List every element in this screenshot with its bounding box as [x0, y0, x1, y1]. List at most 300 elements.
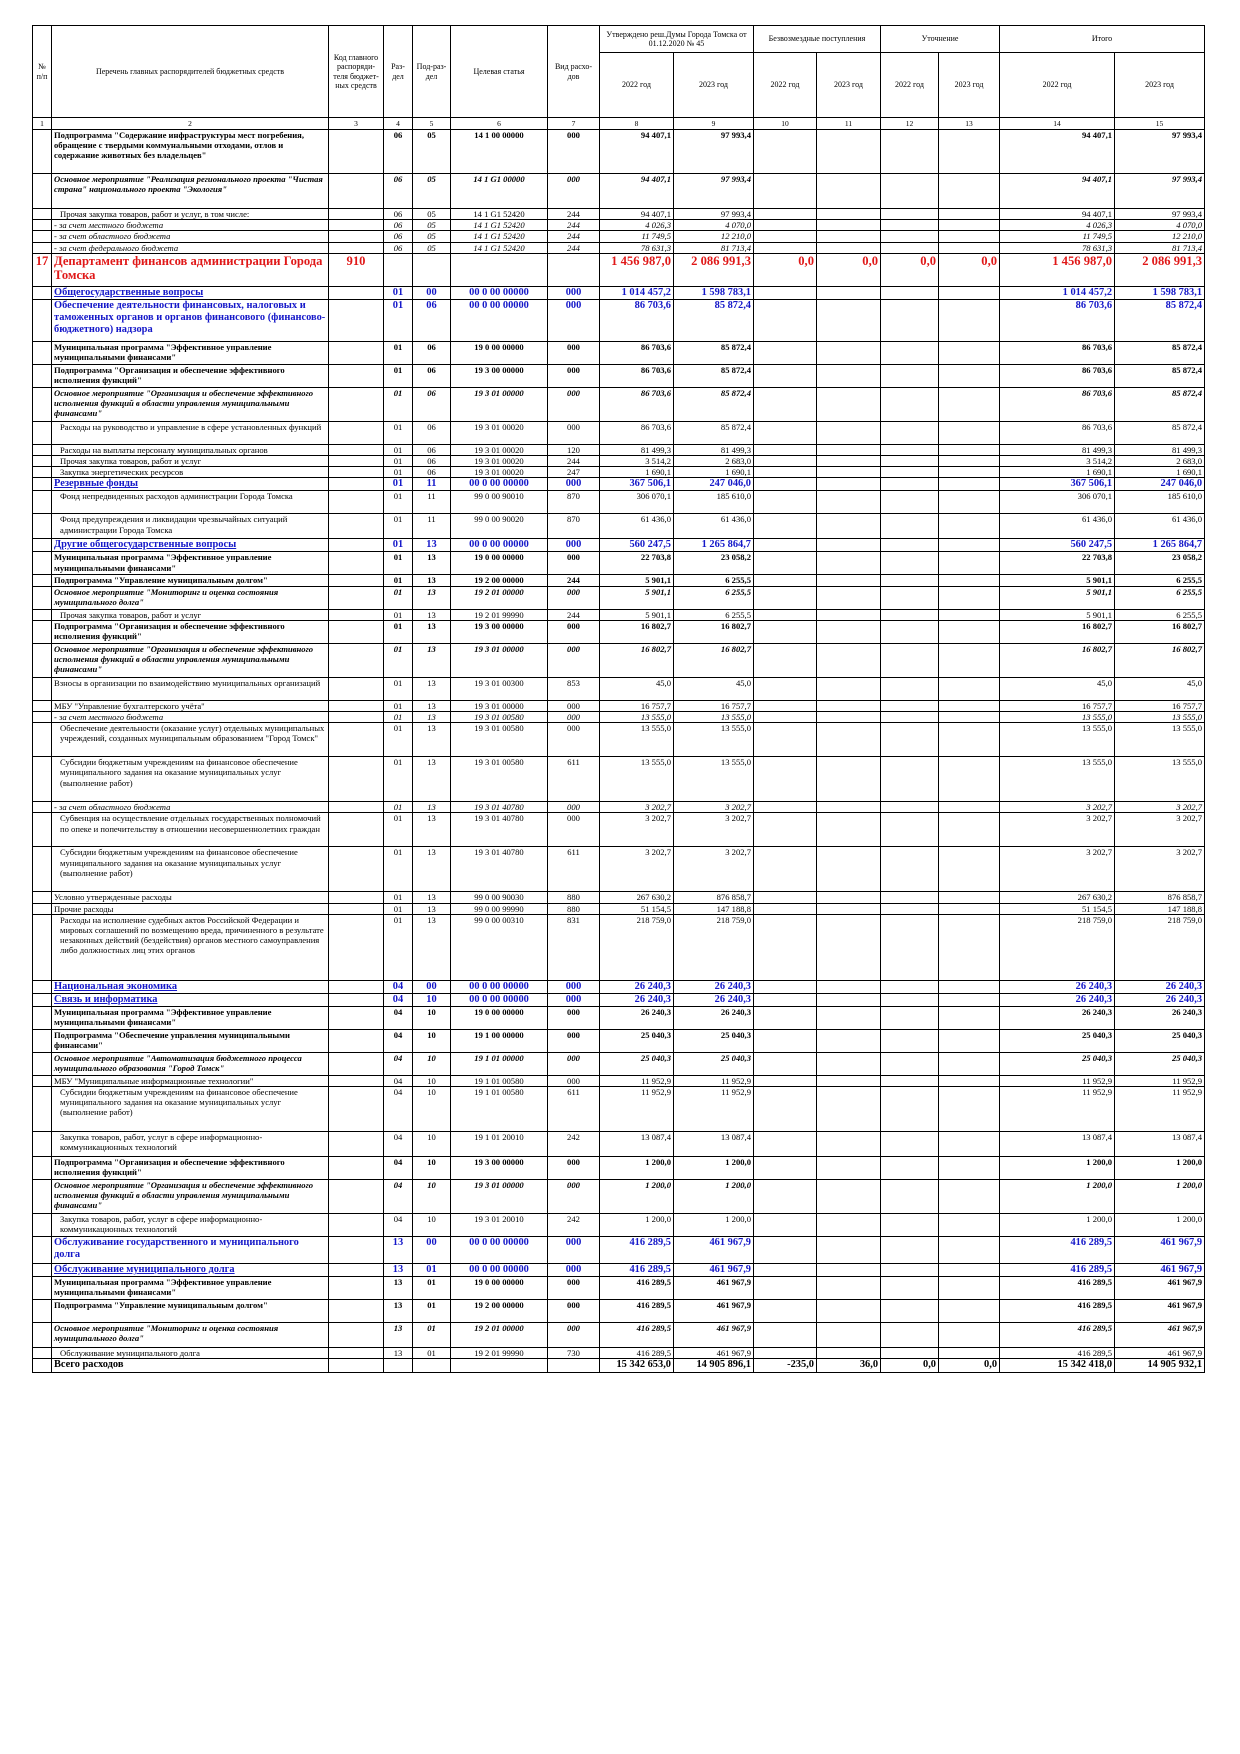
column-index: 14 — [1000, 118, 1115, 130]
row-total-2023: 85 872,4 — [1115, 387, 1205, 421]
row-free-2022 — [754, 847, 817, 892]
row-name: Расходы на исполнение судебных актов Российской Федерации и мировых соглашений по возмещению вреда, причиненного в результате незаконных действий (бездействия) органов местного самоуправления либо должностных лиц этих органов — [52, 914, 329, 980]
row-clarify-2022 — [881, 220, 939, 231]
row-podrazdel: 06 — [413, 341, 451, 364]
row-approved-2022: 267 630,2 — [600, 892, 674, 903]
row-free-2022 — [754, 242, 817, 253]
row-total-2023: 26 240,3 — [1115, 993, 1205, 1006]
row-vid: 242 — [548, 1132, 600, 1157]
row-clarify-2022: 0,0 — [881, 1359, 939, 1373]
row-total-2023: 1 690,1 — [1115, 467, 1205, 478]
row-approved-2023: 81 713,4 — [674, 242, 754, 253]
row-clarify-2023 — [939, 231, 1000, 242]
table-row — [33, 712, 1205, 723]
row-free-2022 — [754, 586, 817, 609]
row-total-2022: 3 202,7 — [1000, 813, 1115, 847]
row-vid — [548, 253, 600, 286]
row-razdel: 01 — [384, 364, 413, 387]
row-target: 14 1 G1 52420 — [451, 220, 548, 231]
row-code — [329, 491, 384, 514]
row-code — [329, 993, 384, 1006]
row-clarify-2023 — [939, 802, 1000, 813]
row-clarify-2023 — [939, 1180, 1000, 1214]
row-code — [329, 174, 384, 209]
row-free-2022 — [754, 700, 817, 711]
row-name: Подпрограмма "Организация и обеспечение эффективного исполнения функций" — [52, 620, 329, 643]
row-vid: 000 — [548, 421, 600, 444]
row-free-2022 — [754, 220, 817, 231]
column-index: 1 — [33, 118, 52, 130]
row-num — [33, 757, 52, 802]
row-podrazdel: 05 — [413, 242, 451, 253]
row-free-2022 — [754, 643, 817, 677]
row-clarify-2022 — [881, 539, 939, 552]
row-name: Закупка товаров, работ, услуг в сфере информационно-коммуникационных технологий — [52, 1214, 329, 1237]
row-clarify-2022 — [881, 903, 939, 914]
row-vid: 000 — [548, 723, 600, 757]
row-name: Муниципальная программа "Эффективное управление муниципальными финансами" — [52, 1006, 329, 1029]
row-podrazdel: 05 — [413, 209, 451, 220]
row-podrazdel: 10 — [413, 1075, 451, 1086]
header-year: 2022 год — [600, 53, 674, 118]
row-vid: 730 — [548, 1348, 600, 1359]
row-name: - за счет областного бюджета — [52, 231, 329, 242]
row-target: 14 1 G1 52420 — [451, 231, 548, 242]
table-row — [33, 757, 1205, 802]
row-name: Прочая закупка товаров, работ и услуг, в том числе: — [52, 209, 329, 220]
row-name: Национальная экономика — [52, 980, 329, 993]
row-approved-2023: 85 872,4 — [674, 421, 754, 444]
row-podrazdel: 13 — [413, 712, 451, 723]
row-vid — [548, 1359, 600, 1373]
row-clarify-2023 — [939, 980, 1000, 993]
table-row — [33, 444, 1205, 455]
row-podrazdel: 06 — [413, 387, 451, 421]
row-approved-2023: 13 555,0 — [674, 712, 754, 723]
row-target — [451, 253, 548, 286]
row-approved-2022: 94 407,1 — [600, 209, 674, 220]
row-total-2022: 86 703,6 — [1000, 364, 1115, 387]
row-podrazdel: 13 — [413, 552, 451, 575]
row-approved-2022: 78 631,3 — [600, 242, 674, 253]
table-row — [33, 847, 1205, 892]
row-total-2022: 94 407,1 — [1000, 174, 1115, 209]
row-podrazdel: 13 — [413, 677, 451, 700]
row-vid: 611 — [548, 847, 600, 892]
row-name: Субсидии бюджетным учреждениям на финансовое обеспечение муниципального задания на оказание муниципальных услуг (выполнение работ) — [52, 1087, 329, 1132]
row-razdel: 01 — [384, 643, 413, 677]
row-clarify-2023 — [939, 712, 1000, 723]
row-total-2022: 306 070,1 — [1000, 491, 1115, 514]
row-razdel: 01 — [384, 677, 413, 700]
row-clarify-2023 — [939, 847, 1000, 892]
table-row — [33, 514, 1205, 539]
row-num — [33, 209, 52, 220]
row-target: 19 3 01 00020 — [451, 421, 548, 444]
row-code — [329, 712, 384, 723]
row-name: Расходы на руководство и управление в сфере установленных функций — [52, 421, 329, 444]
row-code — [329, 1075, 384, 1086]
row-num — [33, 723, 52, 757]
header-year: 2023 год — [674, 53, 754, 118]
row-razdel: 01 — [384, 575, 413, 586]
row-target: 00 0 00 00000 — [451, 993, 548, 1006]
row-approved-2022: 218 759,0 — [600, 914, 674, 980]
row-vid: 853 — [548, 677, 600, 700]
row-total-2022: 86 703,6 — [1000, 299, 1115, 341]
row-name: Основное мероприятие "Автоматизация бюджетного процесса муниципального образования "Город Томск" — [52, 1052, 329, 1075]
row-target: 19 2 00 00000 — [451, 575, 548, 586]
table-row — [33, 575, 1205, 586]
row-target: 14 1 G1 52420 — [451, 242, 548, 253]
row-free-2023 — [817, 286, 881, 299]
row-free-2023 — [817, 130, 881, 174]
row-free-2023 — [817, 514, 881, 539]
row-vid: 244 — [548, 209, 600, 220]
row-free-2022 — [754, 1323, 817, 1348]
row-free-2023 — [817, 209, 881, 220]
row-code — [329, 575, 384, 586]
row-approved-2023: 97 993,4 — [674, 130, 754, 174]
row-name: Муниципальная программа "Эффективное управление муниципальными финансами" — [52, 1277, 329, 1300]
row-razdel: 01 — [384, 467, 413, 478]
row-total-2022: 4 026,3 — [1000, 220, 1115, 231]
row-total-2022: 3 514,2 — [1000, 456, 1115, 467]
row-code — [329, 444, 384, 455]
row-clarify-2023 — [939, 1087, 1000, 1132]
row-code — [329, 299, 384, 341]
row-num — [33, 364, 52, 387]
row-free-2022 — [754, 802, 817, 813]
row-clarify-2023 — [939, 478, 1000, 491]
row-total-2022: 16 802,7 — [1000, 643, 1115, 677]
row-name: Основное мероприятие "Мониторинг и оценка состояния муниципального долга" — [52, 1323, 329, 1348]
row-clarify-2023 — [939, 903, 1000, 914]
row-target: 19 2 01 99990 — [451, 609, 548, 620]
table-row — [33, 253, 1205, 286]
row-approved-2023: 25 040,3 — [674, 1052, 754, 1075]
row-total-2023: 461 967,9 — [1115, 1323, 1205, 1348]
row-free-2022 — [754, 1006, 817, 1029]
row-free-2023 — [817, 552, 881, 575]
row-clarify-2022 — [881, 1052, 939, 1075]
row-num — [33, 1300, 52, 1323]
row-vid: 244 — [548, 575, 600, 586]
row-code — [329, 387, 384, 421]
row-approved-2022: 86 703,6 — [600, 364, 674, 387]
row-vid: 000 — [548, 552, 600, 575]
row-vid: 000 — [548, 1029, 600, 1052]
row-free-2022 — [754, 1157, 817, 1180]
column-index: 8 — [600, 118, 674, 130]
row-approved-2023: 11 952,9 — [674, 1075, 754, 1086]
row-approved-2023: 1 200,0 — [674, 1157, 754, 1180]
row-approved-2022: 1 200,0 — [600, 1157, 674, 1180]
row-name: Подпрограмма "Организация и обеспечение эффективного исполнения функций" — [52, 364, 329, 387]
row-clarify-2023 — [939, 174, 1000, 209]
row-approved-2022: 1 200,0 — [600, 1214, 674, 1237]
row-podrazdel: 13 — [413, 575, 451, 586]
row-podrazdel: 06 — [413, 364, 451, 387]
row-num — [33, 491, 52, 514]
table-row — [33, 993, 1205, 1006]
row-free-2023 — [817, 1277, 881, 1300]
row-code — [329, 1300, 384, 1323]
row-podrazdel: 13 — [413, 723, 451, 757]
table-row — [33, 1157, 1205, 1180]
row-total-2023: 185 610,0 — [1115, 491, 1205, 514]
row-total-2022: 1 200,0 — [1000, 1157, 1115, 1180]
row-razdel: 01 — [384, 421, 413, 444]
row-total-2023: 11 952,9 — [1115, 1087, 1205, 1132]
row-target: 19 3 01 00580 — [451, 712, 548, 723]
row-code — [329, 620, 384, 643]
row-total-2022: 26 240,3 — [1000, 980, 1115, 993]
row-approved-2022: 5 901,1 — [600, 586, 674, 609]
row-num — [33, 456, 52, 467]
row-clarify-2022 — [881, 813, 939, 847]
row-podrazdel: 06 — [413, 456, 451, 467]
row-name: Связь и информатика — [52, 993, 329, 1006]
row-clarify-2023 — [939, 456, 1000, 467]
row-code — [329, 1006, 384, 1029]
row-target: 19 3 01 40780 — [451, 847, 548, 892]
row-code — [329, 220, 384, 231]
row-total-2022: 11 952,9 — [1000, 1087, 1115, 1132]
row-approved-2023: 85 872,4 — [674, 364, 754, 387]
row-name: Закупка энергетических ресурсов — [52, 467, 329, 478]
row-total-2022: 86 703,6 — [1000, 421, 1115, 444]
row-num — [33, 1052, 52, 1075]
row-num — [33, 552, 52, 575]
row-num — [33, 174, 52, 209]
row-approved-2022: 51 154,5 — [600, 903, 674, 914]
row-clarify-2022 — [881, 444, 939, 455]
row-free-2023 — [817, 1157, 881, 1180]
row-total-2022: 1 456 987,0 — [1000, 253, 1115, 286]
row-num — [33, 1006, 52, 1029]
row-name: Обслуживание муниципального долга — [52, 1264, 329, 1277]
row-code — [329, 586, 384, 609]
row-approved-2023: 247 046,0 — [674, 478, 754, 491]
row-podrazdel — [413, 253, 451, 286]
row-vid: 000 — [548, 1237, 600, 1264]
row-total-2022: 13 555,0 — [1000, 757, 1115, 802]
row-approved-2022: 5 901,1 — [600, 575, 674, 586]
table-row — [33, 299, 1205, 341]
row-free-2023 — [817, 1237, 881, 1264]
table-row — [33, 209, 1205, 220]
row-razdel: 01 — [384, 586, 413, 609]
row-vid: 000 — [548, 286, 600, 299]
table-row — [33, 1132, 1205, 1157]
row-total-2022: 86 703,6 — [1000, 341, 1115, 364]
row-vid: 000 — [548, 1157, 600, 1180]
row-free-2022 — [754, 723, 817, 757]
row-target: 19 3 01 40780 — [451, 802, 548, 813]
row-total-2023: 97 993,4 — [1115, 209, 1205, 220]
row-name: Общегосударственные вопросы — [52, 286, 329, 299]
header-code: Код главного распоряди-теля бюджет-ных средств — [329, 26, 384, 118]
row-razdel: 01 — [384, 847, 413, 892]
row-total-2023: 45,0 — [1115, 677, 1205, 700]
row-num — [33, 980, 52, 993]
row-free-2022 — [754, 491, 817, 514]
row-approved-2022: 86 703,6 — [600, 299, 674, 341]
row-razdel: 04 — [384, 1087, 413, 1132]
column-index: 4 — [384, 118, 413, 130]
row-num — [33, 1277, 52, 1300]
row-total-2022: 11 749,5 — [1000, 231, 1115, 242]
row-total-2022: 1 200,0 — [1000, 1214, 1115, 1237]
row-approved-2023: 3 202,7 — [674, 813, 754, 847]
row-approved-2023: 2 086 991,3 — [674, 253, 754, 286]
row-total-2022: 367 506,1 — [1000, 478, 1115, 491]
row-code — [329, 209, 384, 220]
row-podrazdel: 10 — [413, 1132, 451, 1157]
table-row — [33, 387, 1205, 421]
row-free-2023 — [817, 231, 881, 242]
row-free-2023 — [817, 242, 881, 253]
row-approved-2022: 1 690,1 — [600, 467, 674, 478]
column-index: 13 — [939, 118, 1000, 130]
row-approved-2023: 14 905 896,1 — [674, 1359, 754, 1373]
row-num — [33, 1029, 52, 1052]
row-approved-2023: 85 872,4 — [674, 299, 754, 341]
row-podrazdel: 01 — [413, 1348, 451, 1359]
row-razdel: 01 — [384, 478, 413, 491]
row-total-2022: 3 202,7 — [1000, 847, 1115, 892]
row-code — [329, 980, 384, 993]
row-clarify-2023 — [939, 552, 1000, 575]
row-free-2023 — [817, 299, 881, 341]
row-total-2023: 85 872,4 — [1115, 299, 1205, 341]
row-code — [329, 1157, 384, 1180]
row-target: 00 0 00 00000 — [451, 980, 548, 993]
row-total-2022: 11 952,9 — [1000, 1075, 1115, 1086]
table-row — [33, 1300, 1205, 1323]
row-approved-2023: 26 240,3 — [674, 993, 754, 1006]
row-clarify-2023 — [939, 700, 1000, 711]
row-approved-2022: 560 247,5 — [600, 539, 674, 552]
row-code — [329, 130, 384, 174]
row-approved-2022: 3 514,2 — [600, 456, 674, 467]
row-num — [33, 813, 52, 847]
row-clarify-2022 — [881, 514, 939, 539]
row-code — [329, 914, 384, 980]
table-row — [33, 700, 1205, 711]
row-podrazdel: 10 — [413, 1006, 451, 1029]
row-clarify-2022 — [881, 980, 939, 993]
row-vid: 244 — [548, 456, 600, 467]
row-total-2023: 461 967,9 — [1115, 1348, 1205, 1359]
column-index: 11 — [817, 118, 881, 130]
row-name: Прочая закупка товаров, работ и услуг — [52, 456, 329, 467]
row-approved-2023: 97 993,4 — [674, 209, 754, 220]
row-clarify-2023 — [939, 387, 1000, 421]
row-target: 19 2 00 00000 — [451, 1300, 548, 1323]
row-clarify-2023 — [939, 444, 1000, 455]
row-approved-2023: 461 967,9 — [674, 1237, 754, 1264]
row-free-2022 — [754, 444, 817, 455]
row-name: Подпрограмма "Организация и обеспечение эффективного исполнения функций" — [52, 1157, 329, 1180]
row-podrazdel: 13 — [413, 914, 451, 980]
row-total-2023: 4 070,0 — [1115, 220, 1205, 231]
row-total-2022: 13 087,4 — [1000, 1132, 1115, 1157]
row-code — [329, 1132, 384, 1157]
row-clarify-2022 — [881, 1087, 939, 1132]
table-row — [33, 1277, 1205, 1300]
row-total-2023: 461 967,9 — [1115, 1237, 1205, 1264]
row-approved-2022: 22 703,8 — [600, 552, 674, 575]
row-approved-2023: 2 683,0 — [674, 456, 754, 467]
row-total-2022: 5 901,1 — [1000, 586, 1115, 609]
row-approved-2022: 3 202,7 — [600, 813, 674, 847]
row-approved-2023: 147 188,8 — [674, 903, 754, 914]
row-razdel: 01 — [384, 609, 413, 620]
row-code — [329, 421, 384, 444]
row-clarify-2022 — [881, 677, 939, 700]
row-free-2023 — [817, 1006, 881, 1029]
row-name: Обеспечение деятельности (оказание услуг) отдельных муниципальных учреждений, созданных муниципальным образованием "Город Томск" — [52, 723, 329, 757]
row-total-2023: 14 905 932,1 — [1115, 1359, 1205, 1373]
row-name: Прочая закупка товаров, работ и услуг — [52, 609, 329, 620]
table-row — [33, 620, 1205, 643]
row-approved-2022: 11 749,5 — [600, 231, 674, 242]
row-total-2022: 1 690,1 — [1000, 467, 1115, 478]
row-approved-2023: 13 555,0 — [674, 757, 754, 802]
header-year: 2023 год — [1115, 53, 1205, 118]
row-num — [33, 1264, 52, 1277]
row-num — [33, 286, 52, 299]
budget-table — [32, 25, 1205, 1373]
row-podrazdel: 05 — [413, 220, 451, 231]
row-num — [33, 1180, 52, 1214]
row-target: 19 3 01 00020 — [451, 467, 548, 478]
row-clarify-2023 — [939, 723, 1000, 757]
row-vid: 000 — [548, 478, 600, 491]
row-clarify-2022 — [881, 286, 939, 299]
row-podrazdel: 10 — [413, 1214, 451, 1237]
table-row — [33, 174, 1205, 209]
row-approved-2023: 461 967,9 — [674, 1264, 754, 1277]
row-clarify-2023: 0,0 — [939, 253, 1000, 286]
row-free-2022 — [754, 341, 817, 364]
row-free-2022 — [754, 914, 817, 980]
table-row — [33, 1029, 1205, 1052]
row-code — [329, 847, 384, 892]
row-vid: 000 — [548, 364, 600, 387]
column-index: 10 — [754, 118, 817, 130]
row-podrazdel: 06 — [413, 444, 451, 455]
row-free-2022 — [754, 209, 817, 220]
row-vid: 000 — [548, 1264, 600, 1277]
row-total-2023: 876 858,7 — [1115, 892, 1205, 903]
row-clarify-2022 — [881, 491, 939, 514]
row-clarify-2023 — [939, 620, 1000, 643]
row-approved-2022: 13 555,0 — [600, 723, 674, 757]
row-free-2023 — [817, 1264, 881, 1277]
row-total-2023: 81 713,4 — [1115, 242, 1205, 253]
row-podrazdel: 13 — [413, 609, 451, 620]
table-row — [33, 242, 1205, 253]
row-total-2022: 1 200,0 — [1000, 1180, 1115, 1214]
row-clarify-2022 — [881, 1323, 939, 1348]
row-vid: 000 — [548, 700, 600, 711]
row-approved-2023: 13 087,4 — [674, 1132, 754, 1157]
table-row — [33, 539, 1205, 552]
row-total-2022: 94 407,1 — [1000, 209, 1115, 220]
